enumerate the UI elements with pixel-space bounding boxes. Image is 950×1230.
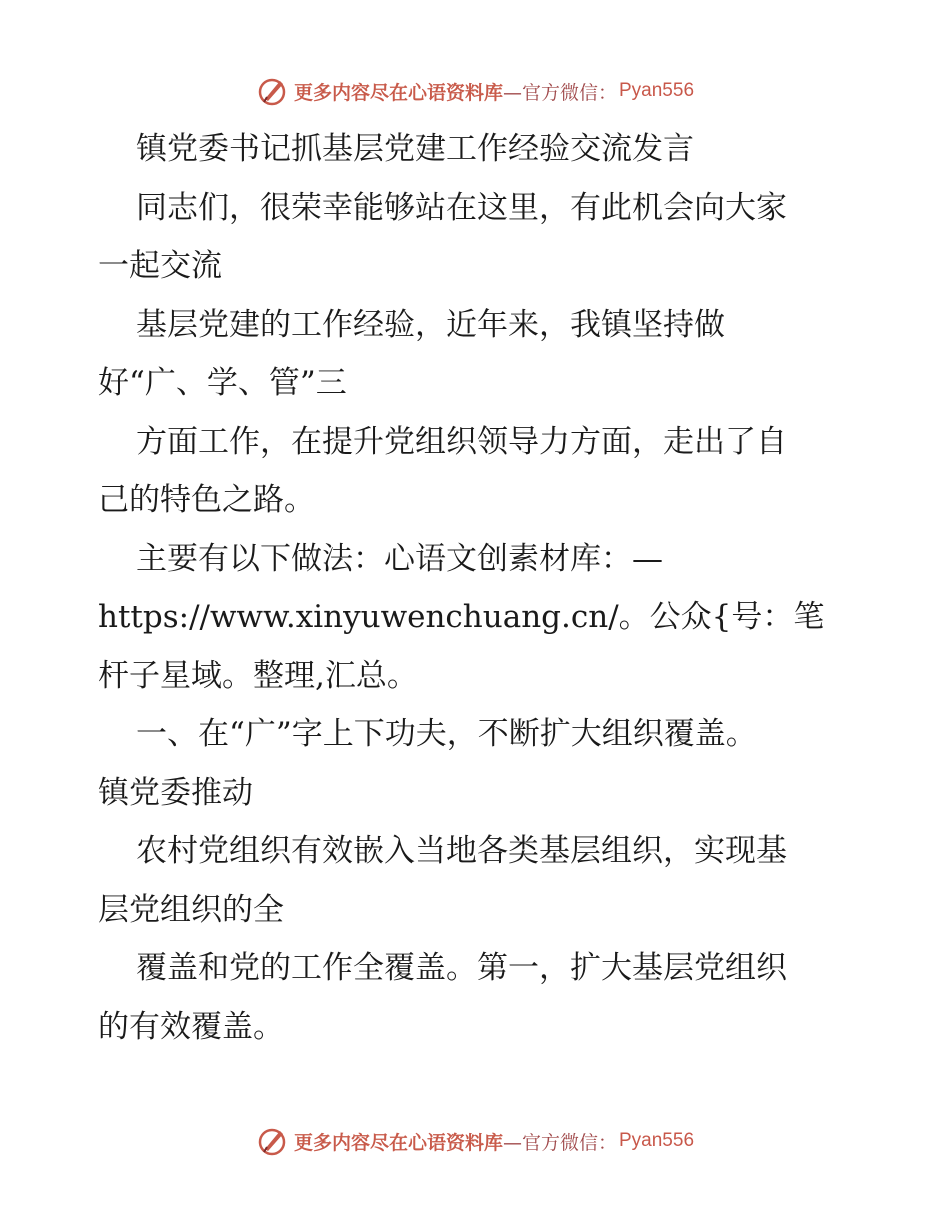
banner-main-text: 更多内容尽在心语资料库 [293, 1131, 503, 1154]
pen-feather-logo-icon [256, 75, 288, 107]
banner-sub-text: —官方微信： [502, 1131, 617, 1154]
paragraph-line: 方面工作，在提升党组织领导力方面，走出了自 [136, 423, 787, 460]
paragraph-line: 己的特色之路。 [98, 482, 315, 518]
document-body [98, 120, 858, 1056]
paragraph-line: 的有效覆盖。 [98, 1008, 284, 1045]
paragraph-line: 农村党组织有效嵌入当地各类基层组织，实现基 [136, 833, 787, 869]
banner-sub-text: —官方微信： [502, 81, 617, 104]
paragraph-line-url: https://www.xinyuwenchuang.cn/。公众{号：笔 [98, 599, 825, 635]
paragraph-line: 镇党委推动 [98, 774, 253, 811]
banner-wechat-id: Pyan556 [619, 1130, 695, 1151]
paragraph-line: 同志们，很荣幸能够站在这里，有此机会向大家 [136, 189, 787, 226]
paragraph-line: 主要有以下做法：心语文创素材库：— [136, 540, 663, 577]
header-banner [0, 71, 950, 111]
paragraph-line: 覆盖和党的工作全覆盖。第一，扩大基层党组织 [136, 950, 787, 986]
banner-wechat-id: Pyan556 [619, 80, 695, 101]
paragraph-line: 层党组织的全 [98, 891, 284, 928]
pen-feather-logo-icon [256, 1125, 288, 1157]
paragraph-line: 杆子星域。整理,汇总。 [98, 657, 418, 694]
paragraph-line: 基层党建的工作经验，近年来，我镇坚持做 [136, 306, 725, 343]
document-title: 镇党委书记抓基层党建工作经验交流发言 [136, 131, 694, 167]
paragraph-line: 一起交流 [98, 248, 222, 284]
paragraph-line: 好“广、学、管”三 [98, 365, 347, 401]
footer-banner [0, 1121, 950, 1161]
banner-main-text: 更多内容尽在心语资料库 [293, 81, 503, 104]
section-heading: 一、在“广”字上下功夫，不断扩大组织覆盖。 [136, 716, 757, 752]
